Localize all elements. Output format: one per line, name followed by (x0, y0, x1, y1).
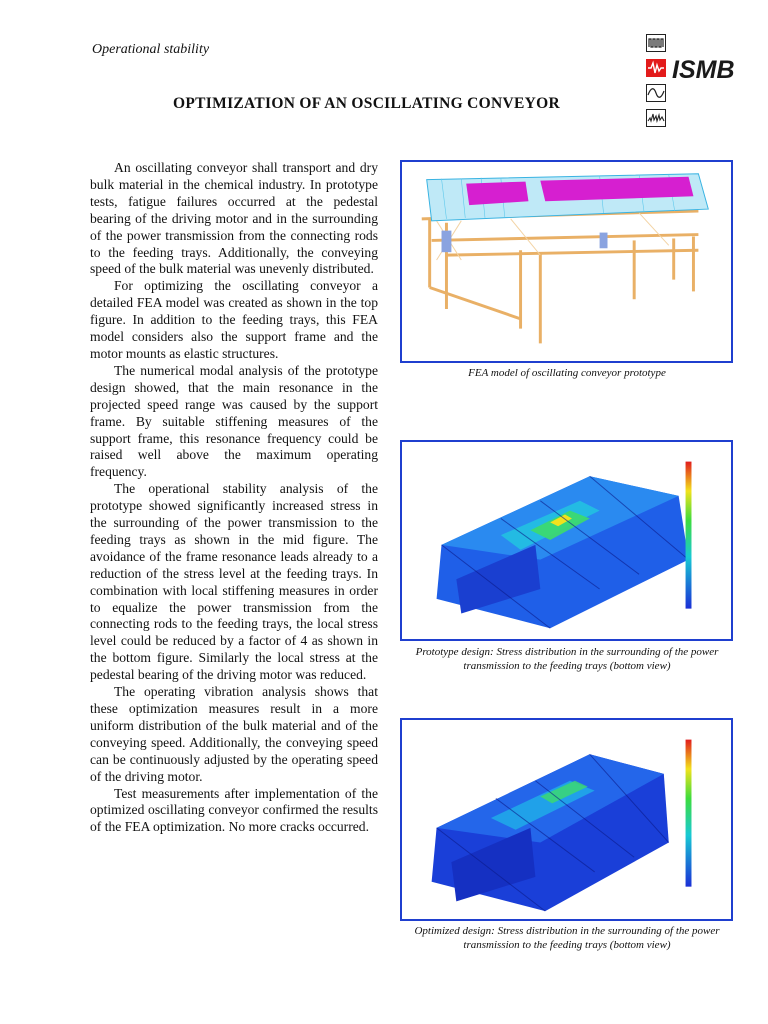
figure-caption: FEA model of oscillating conveyor prototype (468, 367, 666, 379)
paragraph: Test measurements after implementation of the optimized oscillating conveyor confirmed the results of the FEA optimization. No more cracks occurred. (90, 785, 378, 835)
fea-model-figure (400, 160, 733, 363)
figure-caption: Prototype design: Stress distribution in the surrounding of the power transmission to the feeding trays (bottom view) (415, 646, 719, 672)
page-title: OPTIMIZATION OF AN OSCILLATING CONVEYOR (173, 95, 560, 112)
logo-text: ISMB (672, 56, 735, 84)
signal-wave-icon (646, 59, 666, 77)
ismb-logo (646, 34, 756, 134)
paragraph: An oscillating conveyor shall transport and dry bulk material in the chemical industry. In prototype tests, fatigue failures occurred at the pedestal bearing of the driving motor and in the surrounding of the power transmission from the connecting rods to the feeding trays. Additionally, the conveying speed of the bulk material was unevenly distributed. (90, 160, 378, 277)
paragraph: The operational stability analysis of the prototype showed significantly increased stress in the surrounding of the power transmission to the feeding trays as shown in the mid figure. The avoidance of the frame resonance leads already to a reduction of the stress level at the feeding trays. In combination with local stiffening measures in order to equalize the power transmission from the connecting rods to the feeding trays, the local stress level could be reduced by a factor of 4 as shown in the bottom figure. Similarly the local stress at the pedestal bearing of the driving motor was reduced. (90, 481, 378, 683)
paragraph: The numerical modal analysis of the prototype design showed, that the main resonance in the projected speed range was caused by the support frame. By suitable stiffening measures of the support frame, this resonance frequency could be raised well above the maximum operating frequency. (90, 362, 378, 480)
prototype-stress-figure (400, 440, 733, 641)
paragraph: The operating vibration analysis shows that these optimization measures result in a more uniform distribution of the bulk material and of the conveying speed. Additionally, the conveying speed can be continuously adjusted by the operating speed of the driving motor. (90, 684, 378, 784)
figure-caption: Optimized design: Stress distribution in the surrounding of the power transmission to the feeding trays (bottom view) (414, 925, 720, 951)
article-body (90, 160, 378, 836)
square-wave-icon (646, 34, 666, 52)
paragraph: For optimizing the oscillating conveyor a detailed FEA model was created as shown in the top figure. In addition to the feeding trays, this FEA model considers also the support frame and the motor mounts as elastic structures. (90, 278, 378, 361)
optimized-stress-figure (400, 718, 733, 921)
category-label: Operational stability (92, 42, 210, 57)
